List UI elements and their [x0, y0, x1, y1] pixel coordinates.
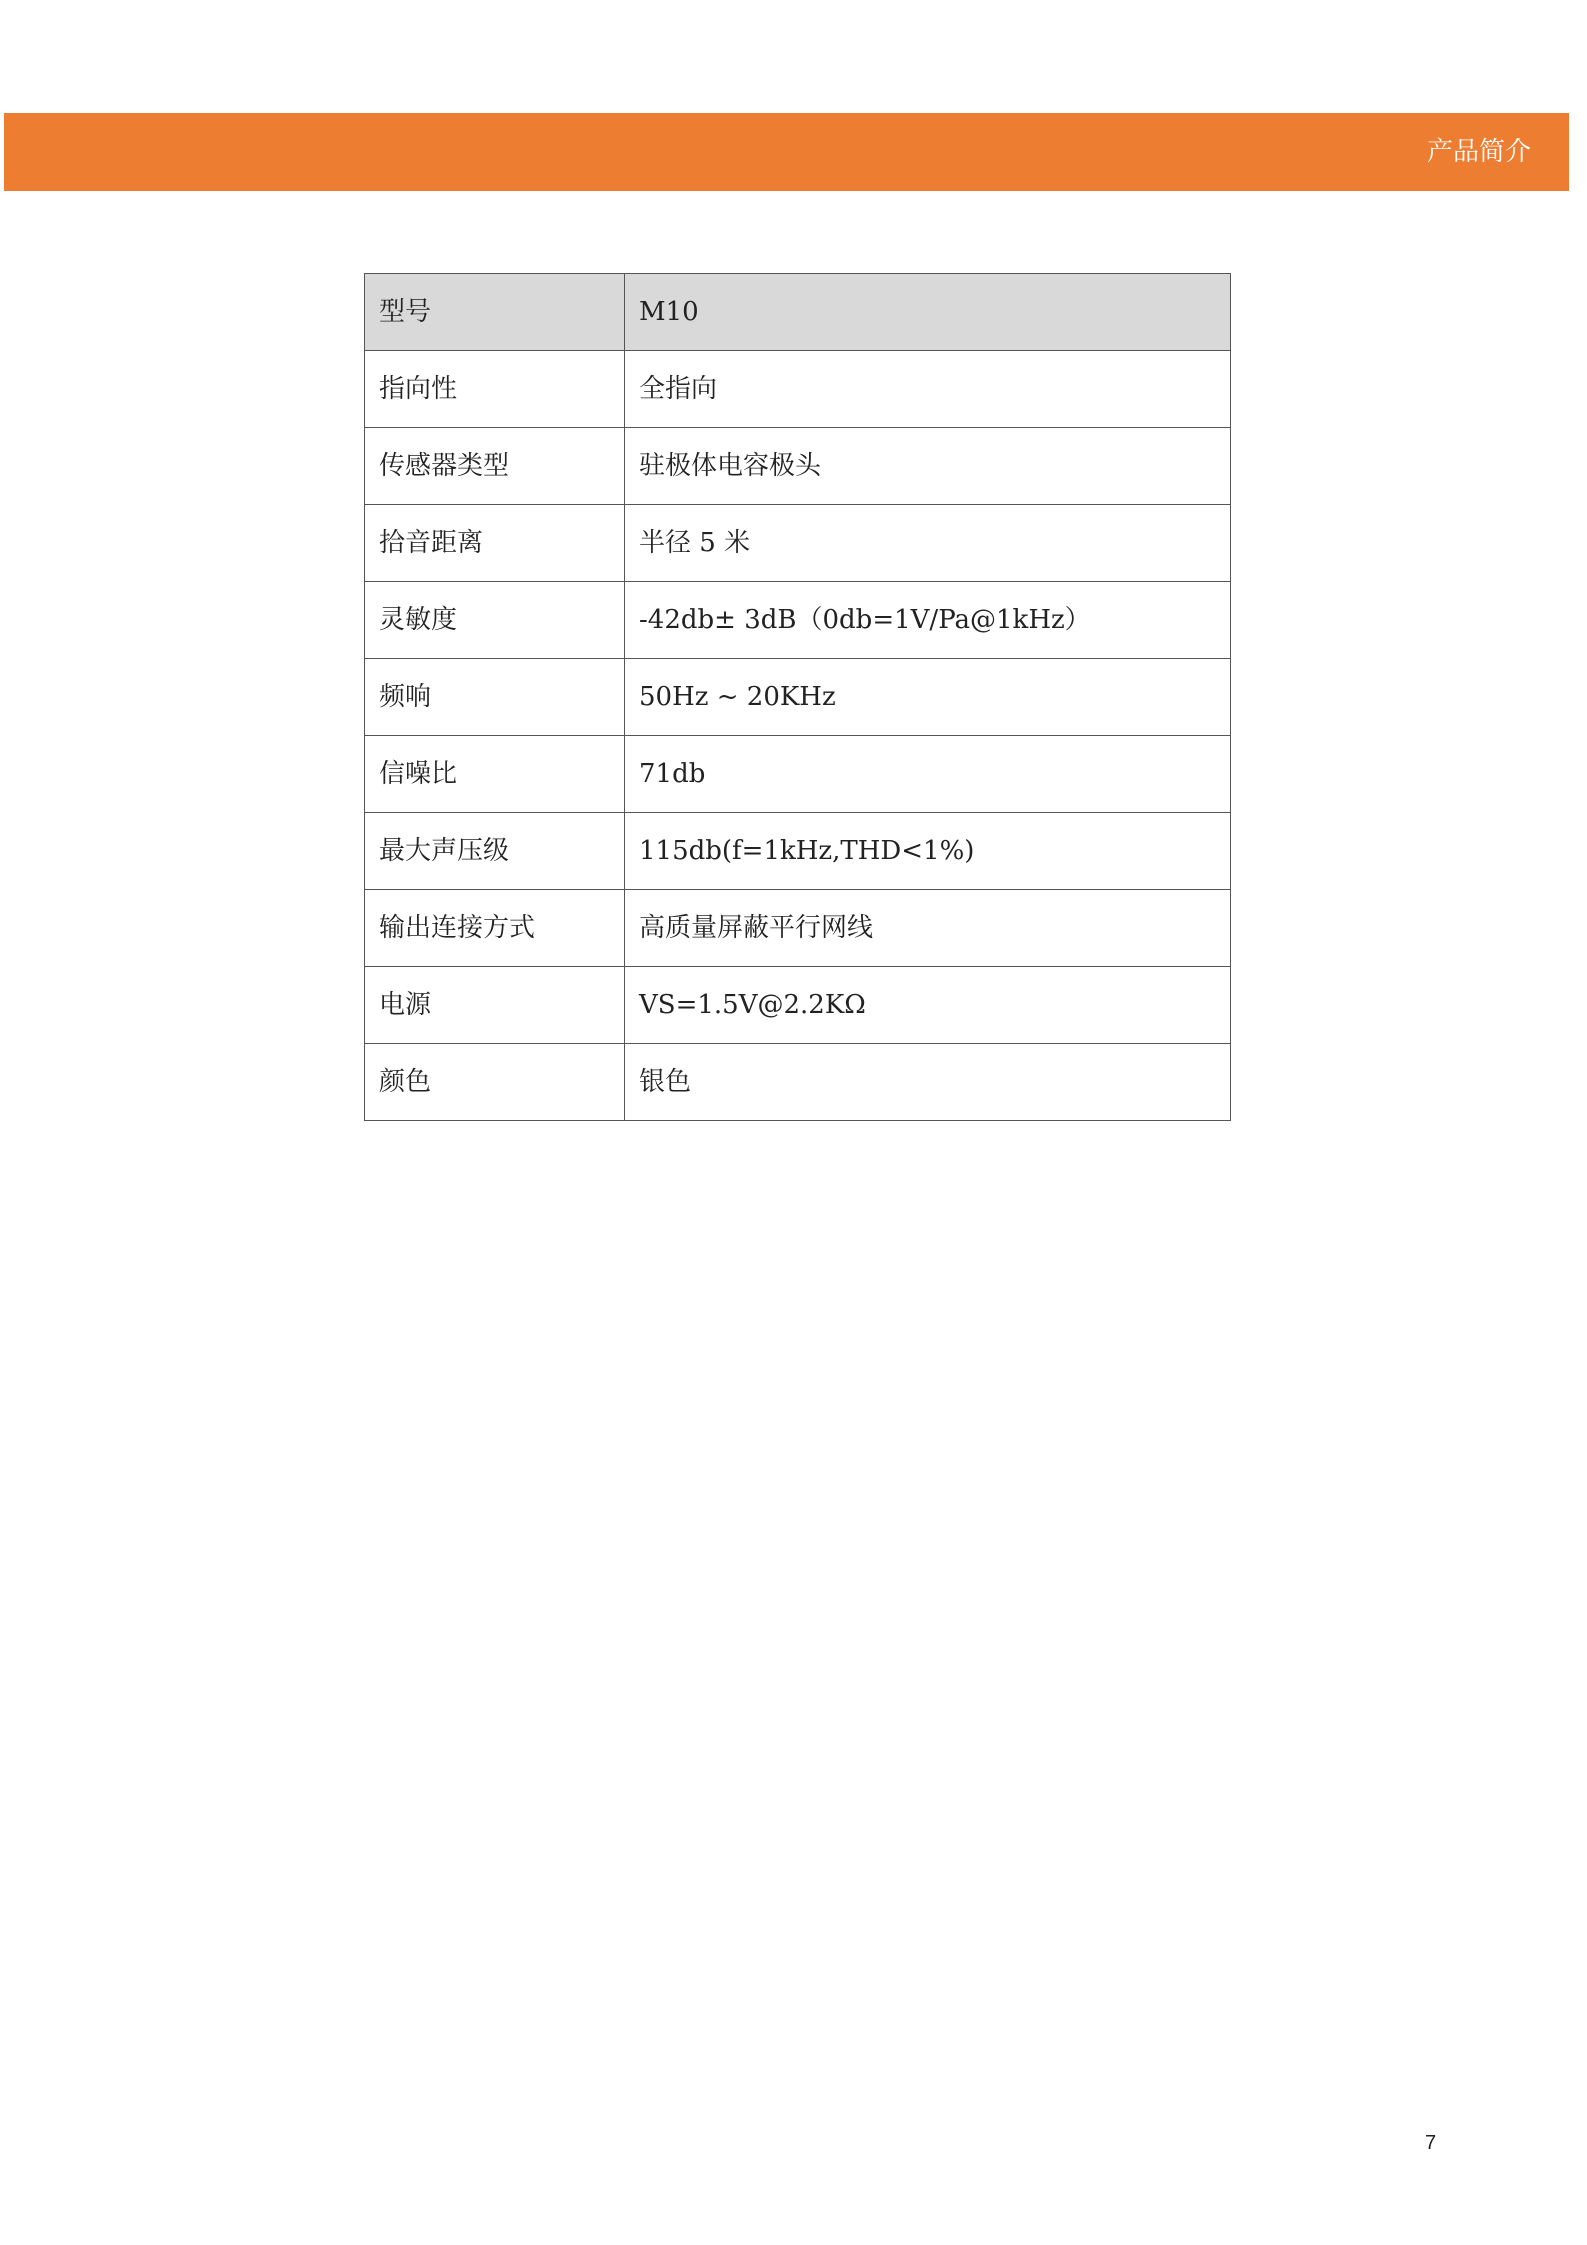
spec-value: 银色	[625, 1044, 1231, 1121]
table-row	[365, 890, 1231, 967]
table-row	[365, 274, 1231, 351]
spec-value: 全指向	[625, 351, 1231, 428]
spec-label: 型号	[365, 274, 625, 351]
spec-value: 50Hz ~ 20KHz	[625, 659, 1231, 736]
table-row	[365, 1044, 1231, 1121]
spec-table	[364, 273, 1231, 1121]
spec-value: 高质量屏蔽平行网线	[625, 890, 1231, 967]
spec-value: 115db(f=1kHz,THD<1%)	[625, 813, 1231, 890]
spec-label: 最大声压级	[365, 813, 625, 890]
section-title: 产品简介	[1426, 137, 1531, 167]
table-row	[365, 351, 1231, 428]
spec-value: 驻极体电容极头	[625, 428, 1231, 505]
spec-label: 指向性	[365, 351, 625, 428]
table-row	[365, 582, 1231, 659]
table-row	[365, 505, 1231, 582]
table-row	[365, 428, 1231, 505]
spec-label: 灵敏度	[365, 582, 625, 659]
spec-label: 信噪比	[365, 736, 625, 813]
header-band	[4, 113, 1569, 191]
spec-label: 拾音距离	[365, 505, 625, 582]
page-number: 7	[1425, 2132, 1437, 2154]
spec-value: -42db± 3dB（0db=1V/Pa@1kHz）	[625, 582, 1231, 659]
table-row	[365, 967, 1231, 1044]
table-row	[365, 813, 1231, 890]
spec-label: 输出连接方式	[365, 890, 625, 967]
spec-value: 半径 5 米	[625, 505, 1231, 582]
spec-value: M10	[625, 274, 1231, 351]
table-row	[365, 736, 1231, 813]
spec-value: VS=1.5V@2.2KΩ	[625, 967, 1231, 1044]
spec-label: 颜色	[365, 1044, 625, 1121]
spec-value: 71db	[625, 736, 1231, 813]
spec-label: 传感器类型	[365, 428, 625, 505]
spec-label: 电源	[365, 967, 625, 1044]
spec-label: 频响	[365, 659, 625, 736]
table-row	[365, 659, 1231, 736]
